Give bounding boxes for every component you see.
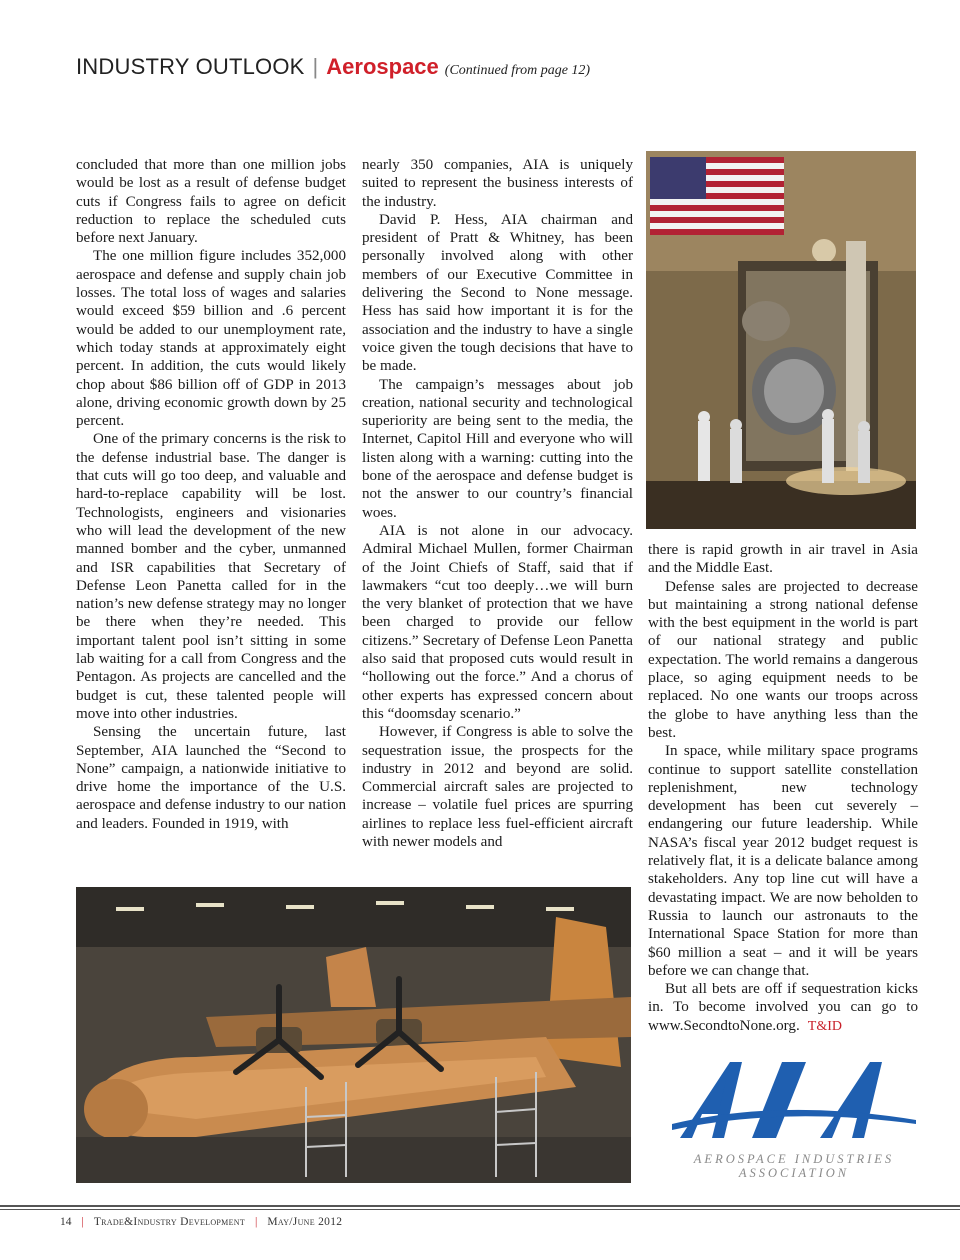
logo-line-2: ASSOCIATION bbox=[738, 1166, 850, 1180]
continued-note: (Continued from page 12) bbox=[444, 63, 591, 78]
paragraph bbox=[648, 980, 918, 1036]
satellite-photo bbox=[646, 151, 916, 529]
paragraph: Sensing the uncertain future, last September, AIA launched the “Second to None” campaign, a nationwide initiative to drive home the importance of the U.S. aerospace and defense industry to our nation and leaders. Founded in 1919, with bbox=[76, 724, 346, 832]
article-column-2 bbox=[362, 156, 633, 851]
publication-name: Trade&Industry Development bbox=[93, 1216, 246, 1228]
closing-text: But all bets are off if sequestration kicks in. To become involved you can go to www.SecondtoNone.org. bbox=[648, 981, 918, 1034]
page-header bbox=[76, 54, 936, 88]
paragraph: One of the primary concerns is the risk to the defense industrial base. The danger is that cuts will go too deep, and valuable and hard-to-replace capability will be lost. Technologists, engineers and visionaries who will lead the development of the new manned bomber and the cyber, unmanned and ISR capabilities that Secretary of Defense Leon Panetta called for in the nation’s new defense strategy may no longer be there when they’re needed. This important talent pool isn’t sitting in some lab waiting for a call from Congress and the Pentagon. As projects are cancelled and the budget is cut, these talented people will move into other industries. bbox=[76, 431, 346, 722]
footer-rule-bottom bbox=[0, 1209, 960, 1210]
paragraph: However, if Congress is able to solve the sequestration issue, the prospects for the industry in 2012 and beyond are solid. Commercial aircraft sales are projected to increase – volatile fuel prices are spurring airlines to replace less fuel-efficient aircraft with newer models and bbox=[362, 724, 633, 850]
page-footer bbox=[60, 1216, 342, 1228]
article-column-3 bbox=[648, 541, 918, 1036]
paragraph: Defense sales are projected to decrease but maintaining a strong national defense with the best equipment in the world is part of our national strategy and public expectation. The world remains a dangerous place, so aging equipment needs to be replaced. No one wants our troops across the globe to have anything less than the best. bbox=[648, 578, 918, 741]
topic-title: Aerospace bbox=[326, 54, 439, 79]
paragraph: The one million figure includes 352,000 aerospace and defense and supply chain job losses. The total loss of wages and salaries would exceed $59 billion and .6 percent would be added to our unemployment rate, which today stands at approximately eight percent. In addition, the cuts would likely chop about $86 billion off of GDP in 2013 alone, driving economic growth down by 25 percent. bbox=[76, 248, 346, 430]
satellite-illustration bbox=[646, 151, 916, 529]
paragraph: David P. Hess, AIA chairman and president of Pratt & Whitney, has been personally involved along with other members of our Executive Committee in delivering the Second to None message. Hess has said how important it is for the association and the industry to have a single voice given the tough decisions that have to be made. bbox=[362, 211, 633, 375]
aia-logo bbox=[672, 1058, 916, 1183]
aircraft-illustration bbox=[76, 887, 631, 1183]
paragraph: concluded that more than one million jobs would be lost as a result of defense budget cuts if Congress fails to agree on deficit reduction to replace the scheduled cuts before next January. bbox=[76, 157, 346, 247]
header-separator: | bbox=[312, 54, 319, 79]
aircraft-hangar-photo bbox=[76, 887, 631, 1183]
footer-separator: | bbox=[81, 1216, 84, 1228]
aia-logo-mark bbox=[672, 1058, 916, 1146]
flag-icon bbox=[650, 157, 784, 235]
paragraph: The campaign’s messages about job creation, national security and technological superiority are being sent to the media, the Internet, Capitol Hill and everyone who will listen along with a warning: cutting into the bone of the aerospace and defense budget is not the answer to our country’s financial woes. bbox=[362, 376, 633, 521]
article-column-1 bbox=[76, 156, 346, 833]
issue-date: May/June 2012 bbox=[267, 1216, 343, 1228]
paragraph: In space, while military space programs continue to support satellite constellation replenishment, new technology development has been cut severely – endangering our future leadership. While NASA’s fiscal year 2012 budget request is relatively flat, it is a delicate balance among stakeholders. Any top line cut will have a devastating impact. We are now beholden to Russia to launch our astronauts to the International Space Station for more than $60 million a seat – and it will be years before we can change that. bbox=[648, 743, 918, 979]
paragraph: nearly 350 companies, AIA is uniquely suited to represent the business interests of the industry. bbox=[362, 157, 633, 210]
footer-separator: | bbox=[255, 1216, 258, 1228]
footer-rule-top bbox=[0, 1205, 960, 1207]
section-title: INDUSTRY OUTLOOK bbox=[76, 54, 305, 79]
end-mark: T&ID bbox=[807, 1018, 842, 1034]
paragraph: AIA is not alone in our advocacy. Admiral Michael Mullen, former Chairman of the Joint Chiefs of Staff, said that if lawmakers “cut too deeply…we will burn the very blanket of protection that we have been charged to provide our fellow citizens.” Secretary of Defense Leon Panetta also said that proposed cuts would result in “hollowing out the force.” And a chorus of other experts has expressed concern about this “doomsday scenario.” bbox=[362, 522, 633, 722]
page-number: 14 bbox=[60, 1216, 72, 1228]
paragraph: there is rapid growth in air travel in Asia and the Middle East. bbox=[648, 542, 918, 577]
logo-line-1: AEROSPACE INDUSTRIES bbox=[693, 1152, 895, 1166]
